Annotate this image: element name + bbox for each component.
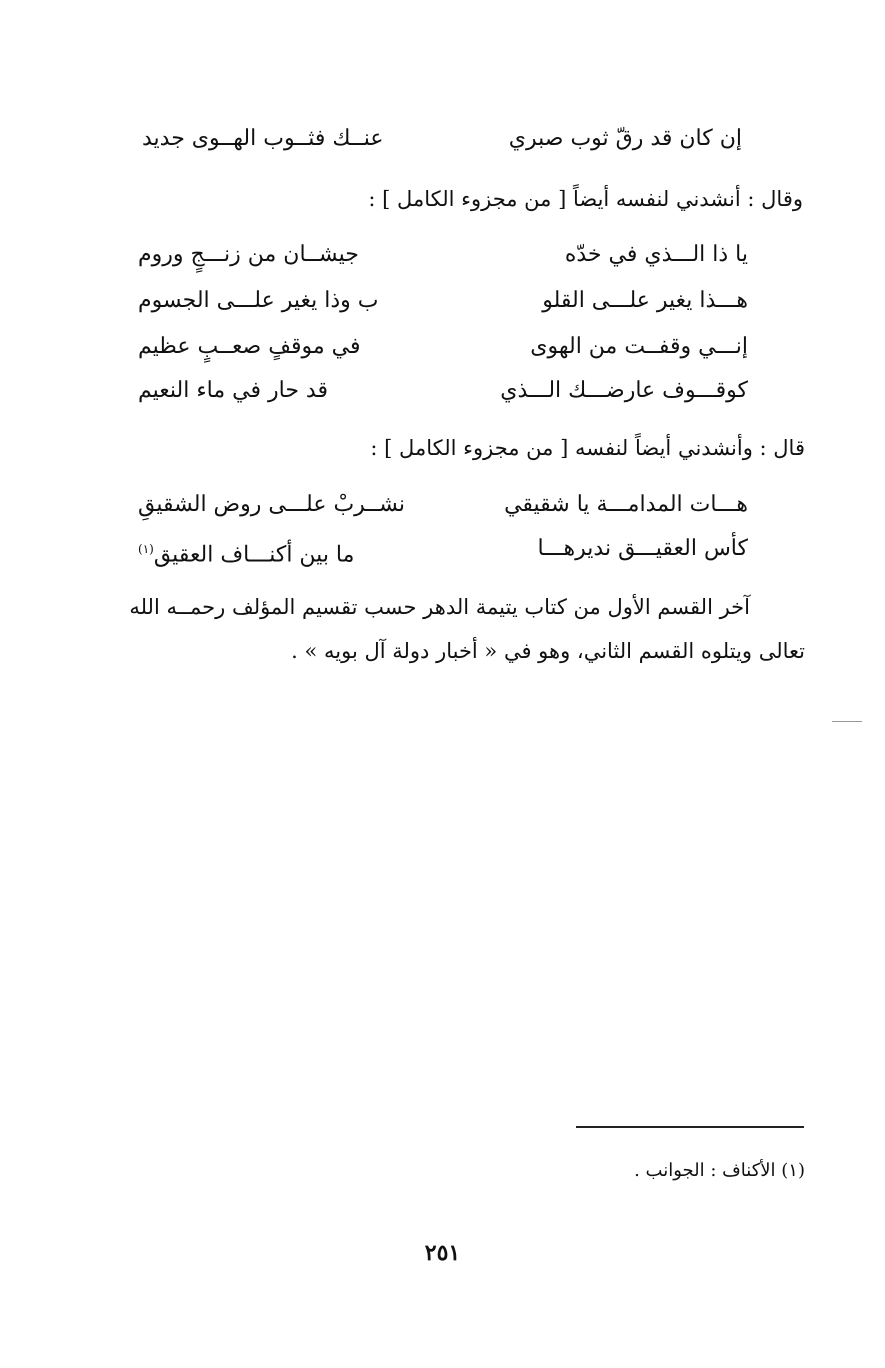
closing-line-2: تعالى ويتلوه القسم الثاني، وهو في « أخبار دولة آل بويه » . (291, 639, 805, 663)
verse-first-hemistich: إن كان قد رقّ ثوب صبري (508, 126, 742, 151)
verse-second-hemistich: نشــربْ علـــى روض الشقيقِ (138, 492, 405, 517)
verse-second-hemistich: قد حار في ماء النعيم (138, 378, 328, 403)
closing-line-1: آخر القسم الأول من كتاب يتيمة الدهر حسب تقسيم المؤلف رحمــه الله (129, 595, 750, 619)
poem1-verse-4 (138, 376, 748, 406)
verse-first-hemistich: إنـــي وقفــت من الهوى (530, 334, 748, 359)
verse-second-hemistich: ب وذا يغير علـــى الجسوم (138, 288, 379, 313)
verse-first-hemistich: هـــات المدامـــة يا شقيقي (504, 492, 748, 517)
verse-first-hemistich: كأس العقيـــق نديرهـــا (537, 536, 748, 561)
poem1-verse-1 (138, 240, 748, 270)
verse-first-hemistich: كوقـــوف عارضـــك الـــذي (500, 378, 748, 403)
footnote: (١) الأكناف : الجوانب . (634, 1160, 805, 1181)
poem2-verse-2 (138, 534, 748, 568)
poem1-verse-3 (138, 332, 748, 362)
verse-second-hemistich: في موقفٍ صعــبٍ عظيم (138, 334, 361, 359)
poem-intro-1: وقال : أنشدني لنفسه أيضاً [ من مجزوء الكامل ] : (368, 187, 803, 211)
closing-paragraph (105, 585, 805, 673)
footnote-separator (576, 1126, 804, 1128)
opening-verse (142, 124, 742, 154)
verse-second-hemistich (138, 534, 354, 570)
poem1-verse-2 (138, 286, 748, 316)
verse-first-hemistich: هـــذا يغير علـــى القلو (542, 288, 748, 313)
poem2-verse-1 (138, 490, 748, 520)
footnote-marker: (١) (138, 542, 154, 556)
page-number: ٢٥١ (424, 1240, 461, 1266)
margin-rule (832, 721, 862, 722)
verse-second-hemistich: جيشــان من زنـــجٍ وروم (138, 242, 359, 267)
verse-second-hemistich: عنــك فثــوب الهــوى جديد (142, 126, 384, 151)
hemistich-text: ما بين أكنـــاف العقيق (153, 542, 355, 568)
verse-first-hemistich: يا ذا الـــذي في خدّه (564, 242, 748, 267)
poem-intro-2: قال : وأنشدني أيضاً لنفسه [ من مجزوء الكامل ] : (370, 436, 805, 460)
